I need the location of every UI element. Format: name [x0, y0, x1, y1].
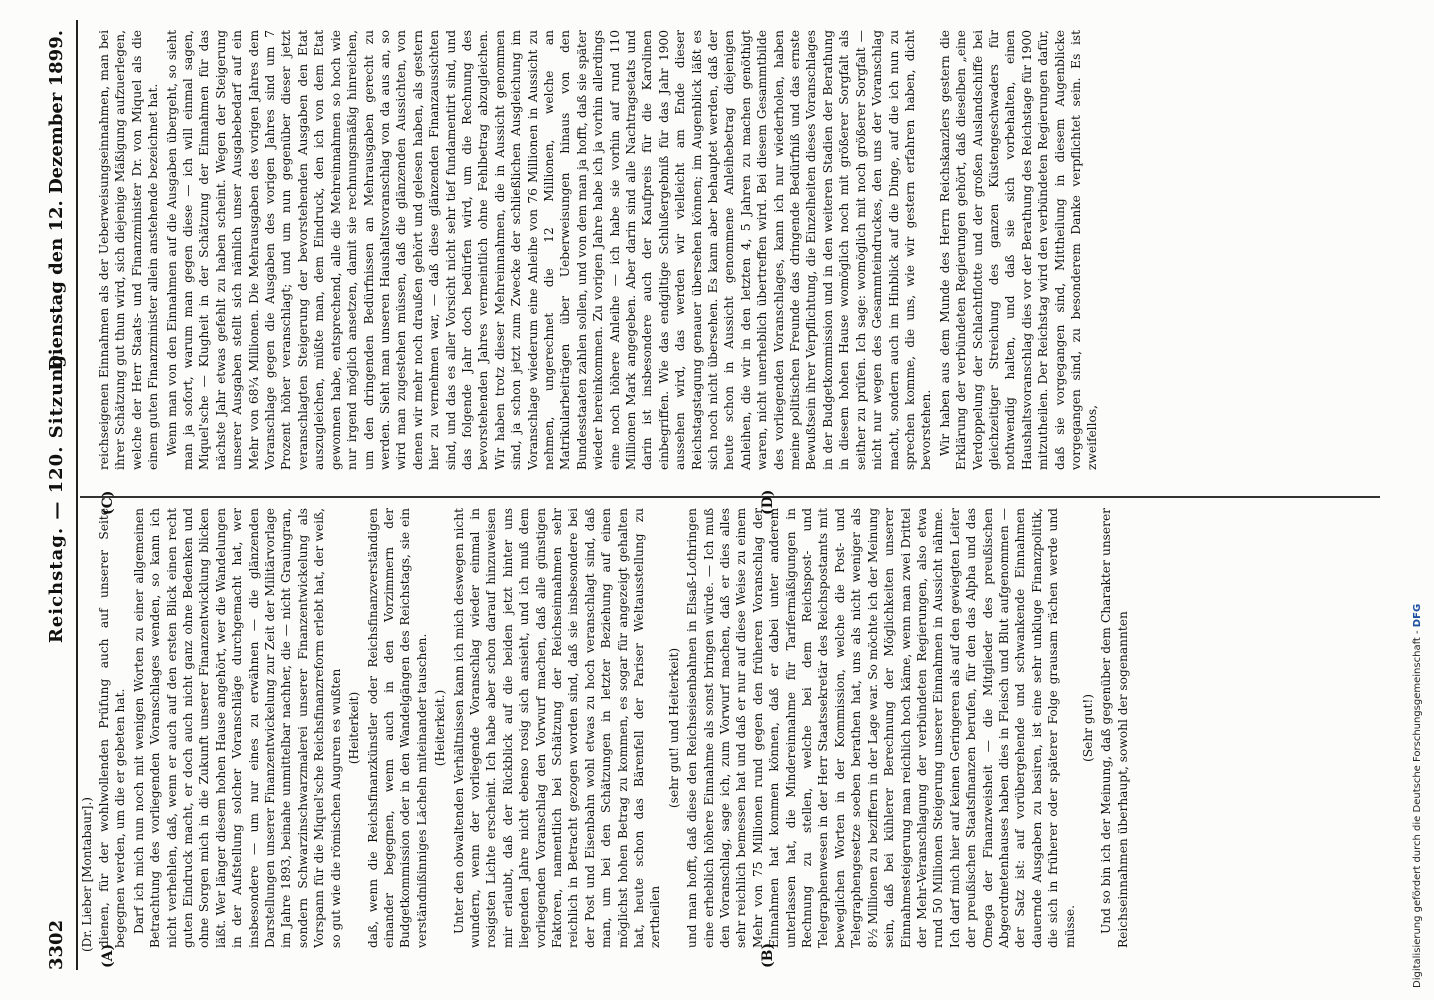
paragraph: daß, wenn die Reichsfinanzkünstler oder Reichsfinanzverständigen einander begegnen, wenn auch in den Vorzimmern der Budgetkommission oder in den Wandelgängen des Reichstags, sie ein verständnißinniges Lächeln miteinander tauschen. — [365, 508, 429, 948]
paragraph: Wir haben aus dem Munde des Herrn Reichskanzlers gestern die Erklärung der verbündeten Regierungen gehört, daß dieselben „eine Verdoppelung der Schlachtflotte und der großen Auslandschiffe bei gleichzeitiger Streichung des ganzen Küstengeschwaders für nothwendig halten, und daß sie sich vorbehalten, einen Haushaltsvoranschlag dies vor der Berathung des Reichstage für 1900 mitzutheilen. Der Reichstag wird den verbündeten Regierungen dafür, daß sie vorgegangen sind, Mittheilung in diesem Augenblicke vorgegangen sind, zu besonderem Danke verpflichtet sein. Es ist zweifellos, — [937, 30, 1100, 470]
margin-marker-d: (D) — [760, 489, 776, 515]
margin-marker-c: (C) — [100, 490, 116, 515]
margin-marker-a: (A) — [100, 943, 116, 968]
paragraph: Und so bin ich der Meinung, daß gegenüber dem Charakter unserer Reichseinnahmen überhaupt, sowohl der sogenannten — [1099, 508, 1130, 948]
dfg-logo: DFG — [1412, 603, 1423, 628]
credit-text: Digitalisierung gefördert durch die Deutsche Forschungsgemeinschaft - — [1412, 627, 1423, 988]
paragraph: Unter den obwaltenden Verhältnissen kann ich mich deswegen nicht wundern, wenn der vorliegende Voranschlag wieder einmal in rosigsten Lichte erscheint. Ich habe aber schon darauf hinzuweisen mir erlaubt, daß der Rückblick auf die beiden jetzt hinter uns liegenden Jahre nicht ebenso rosig sich ansieht, und ich muß dem vorliegenden Voranschlag den Vorwurf machen, daß alle günstigen Faktoren, namentlich bei Schätzung der Reichseinnahmen sehr reichlich in Betracht gezogen worden sind, daß sie insbesondere bei der Post und Eisenbahn wohl etwas zu hoch veranschlagt sind, daß man, um bei den Schätzungen in letzter Beziehung auf einen möglichst hohen Betrag zu kommen, es sogar für angezeigt gehalten hat, heute schon das Bärenfell der Pariser Weltausstellung zu zertheilen — [451, 508, 663, 948]
paragraph: Wenn man von den Einnahmen auf die Ausgaben übergeht, so sieht man ja sofort, warum man gegen diese — ich will einmal sagen, Miquel'sche — Klugheit in der Schätzung der Einnahmen für das nächste Jahr etwas gefehlt zu haben scheint. Wegen der Steigerung unserer Ausgaben stellt sich nämlich unser Ausgabebedarf auf ein Mehr von 68¼ Millionen. Die Mehrausgaben des vorigen Jahres dem Voranschlage gegen die Ausgaben des vorigen Jahres sind um 7 Prozent höher veranschlagt; und um nun gegenüber dieser jetzt veranschlagten Steigerung der bevorstehenden Ausgaben den Etat auszugleichen, müßte man, dem Eindruck, den ich von dem Etat gewonnen habe, entsprechend, alle die Mehreinnahmen so hoch wie nur irgend möglich ansetzen, damit sie rechnungsmäßig hinreichen, um den dringenden Bedürfnissen an Mehrausgaben gerecht zu werden. Sieht man unseren Haushaltsvoranschlag von da aus an, so wird man zugestehen müssen, daß die glänzenden Aussichten, von denen wir mehr noch draußen gehört und gelesen haben, als gestern hier zu vernehmen war, — daß diese glänzenden Finanzaussichten sind, und das es aller Vorsicht nicht sehr tief fundamentirt sind, und das folgende Jahr doch bedürfen wird, um die Rechnung des bevorstehenden Jahres vermeintlich ohne Fehlbetrag abzugleichen. Wir haben trotz dieser Mehreinnahmen, die in Aussicht genommen sind, ja schon jetzt zum Zwecke der schließlichen Ausgleichung im Voranschlage wiederum eine Anleihe von 76 Millionen in Aussicht zu nehmen, ungerechnet die 12 Millionen, welche an Matrikularbeiträgen über Ueberweisungen hinaus von den Bundesstaaten zahlen sollen, und von dem man ja hofft, daß sie später wieder hereinkommen. Zu vorigen Jahre habe ich ja vorhin allerdings eine noch höhere Anleihe — ich habe sie vorhin auf rund 110 Millionen Mark angegeben. Aber darin sind alle Nachtragsetats und darin ist insbesondere auch der Kaufpreis für die Karolinen einbegriffen. Wie das endgiltige Schlußergebniß für das Jahr 1900 aussehen wird, das werden wir vielleicht am Ende dieser Reichstagstagung genauer übersehen können; im Augenblick läßt es sich noch nicht übersehen. Es kann aber behauptet werden, daß der heute schon in Aussicht genommene Anleihebetrag diejenigen Anleihen, die wir in den letzten 4, 5 Jahren zu machen genöthigt waren, nicht unerheblich übertreffen wird. Bei diesem Gesammtbilde des vorliegenden Voranschlages, kann ich nur wiederholen, haben meine politischen Freunde das dringende Bedürfniß und das ernste Bewußtsein ihrer Verpflichtung, die Einzelheiten dieses Voranschlages in der Budgetkommission und in den weiteren Stadien der Berathung in diesem hohen Hause womöglich noch mit größerer Sorgfalt als seither zu prüfen. Ich sage: womöglich mit noch größerer Sorgfalt — nicht nur wegen des Gesammteindruckes, den uns der Voranschlag macht, sondern auch im Hinblick auf die Dinge, auf die ich nun zu sprechen komme, die uns, wie wir gestern erfahren haben, dicht bevorstehen. — [164, 30, 934, 470]
header-rule — [76, 20, 78, 970]
paragraph: und man hofft, daß diese den Reichseisenbahnen in Elsaß-Lothringen eine erheblich höhere Einnahme als sonst bringen würde. — Ich muß den Voranschlag, sage ich, zum Vorwurf machen, daß er dies alles sehr reichlich bemessen hat und daß er nur auf diese Weise zu einem Mehr von 75 Millionen rund gegen den früheren Voranschlag der Einnahmen hat kommen können, daß er dabei unter anderem unterlassen hat, die Mindereinnahme für Tarifermäßigungen in Rechnung zu stellen, welche bei dem Reichspost- und Telegraphenwesen in der Herr Staatssekretär des Reichspostamts mit beweglichen Worten in der Kommission, welche die Post- und Telegraphengesetze soeben berathen hat, uns als nicht weniger als 8½ Millionen zu beziffern in der Lage war. So möchte ich der Meinung sein, daß bei kühlerer Berechnung der Möglichkeiten unserer Einnahmesteigerung man reichlich hoch käme, wenn man zwei Drittel der Mehr-Veranschlagung der verbündeten Regierungen, also etwa rund 50 Millionen Steigerung unserer Einnahmen in Aussicht nähme. Ich darf mich hier auf keinen Geringeren als auf den gewiegten Leiter der preußischen Staatsfinanzen berufen, für den das Alpha und das Omega der Finanzweisheit — die Mitglieder des preußischen Abgeordnetenhauses haben dies in Fleisch und Blut aufgenommen — der Satz ist: auf vorübergehende und schwankende Einnahmen dauernde Ausgaben zu basiren, ist eine sehr unkluge Finanzpolitik, die sich in früherer oder späterer Folge grausam rächen werde und müsse. — [685, 508, 1077, 948]
session-date: Dienstag den 12. Dezember 1899. — [46, 30, 67, 371]
column-divider — [80, 496, 1380, 498]
interjection: (Heiterkeit) — [347, 691, 362, 765]
page-number: 3302 — [46, 919, 67, 970]
page-header — [46, 20, 76, 970]
interjection: (Sehr gut!) — [1080, 693, 1095, 763]
paragraph: Darf ich mich nun noch mit wenigen Worten zu einer allgemeinen Betrachtung des vorliegenden Voranschlages wenden, so kann ich nicht verhehlen, daß, wenn er auch auf den ersten Blick einen recht guten Eindruck macht, er doch auch nicht ganz ohne Bedenken und ohne Sorgen mich in die Zukunft unserer Finanzentwicklung blicken läßt. Wer länger diesem hohen Hause angehört, wer die Wandelungen in der Aufstellung solcher Voranschläge durchgemacht hat, wer insbesondere — um nur eines zu erwähnen — die glänzenden Darstellungen unserer Finanzentwickelung zur Zeit der Militärvorlage im Jahre 1893, beinahe unmittelbar nachher, die — nicht Grauingran, sondern Schwarzinschwarzmalerei unserer Finanzentwickelung als Vorspann für die Miquel'sche Reichsfinanzreform erlebt hat, der weiß, so gut wie die römischen Auguren es wußten — [131, 508, 343, 948]
interjection: (Heiterkeit.) — [433, 689, 448, 767]
rotated-page-body — [40, 20, 1390, 970]
paragraph: dienen, für der wohlwollenden Prüfung auch auf unserer Seite begegnen werden, um die er gebeten hat. — [97, 508, 128, 948]
right-column — [96, 30, 1103, 470]
paragraph: reichseigenen Einnahmen als der Ueberweisungseinnahmen, man bei ihrer Schätzung gut thun wird, sich diejenige Mäßigung aufzuerlegen, welche der Herr Staats- und Finanzminister Dr. von Miquel als die einem guten Finanzminister allein anstehende bezeichnet hat. — [97, 30, 161, 470]
page-title: Reichstag. — 120. Sitzung. — [46, 346, 67, 644]
margin-marker-b: (B) — [760, 942, 776, 968]
digitization-credit — [1412, 8, 1432, 988]
speaker-note: (Dr. Lieber [Montabaur].) — [80, 797, 94, 952]
interjection: (sehr gut! und Heiterkeit) — [666, 647, 681, 809]
left-column — [96, 508, 1133, 948]
